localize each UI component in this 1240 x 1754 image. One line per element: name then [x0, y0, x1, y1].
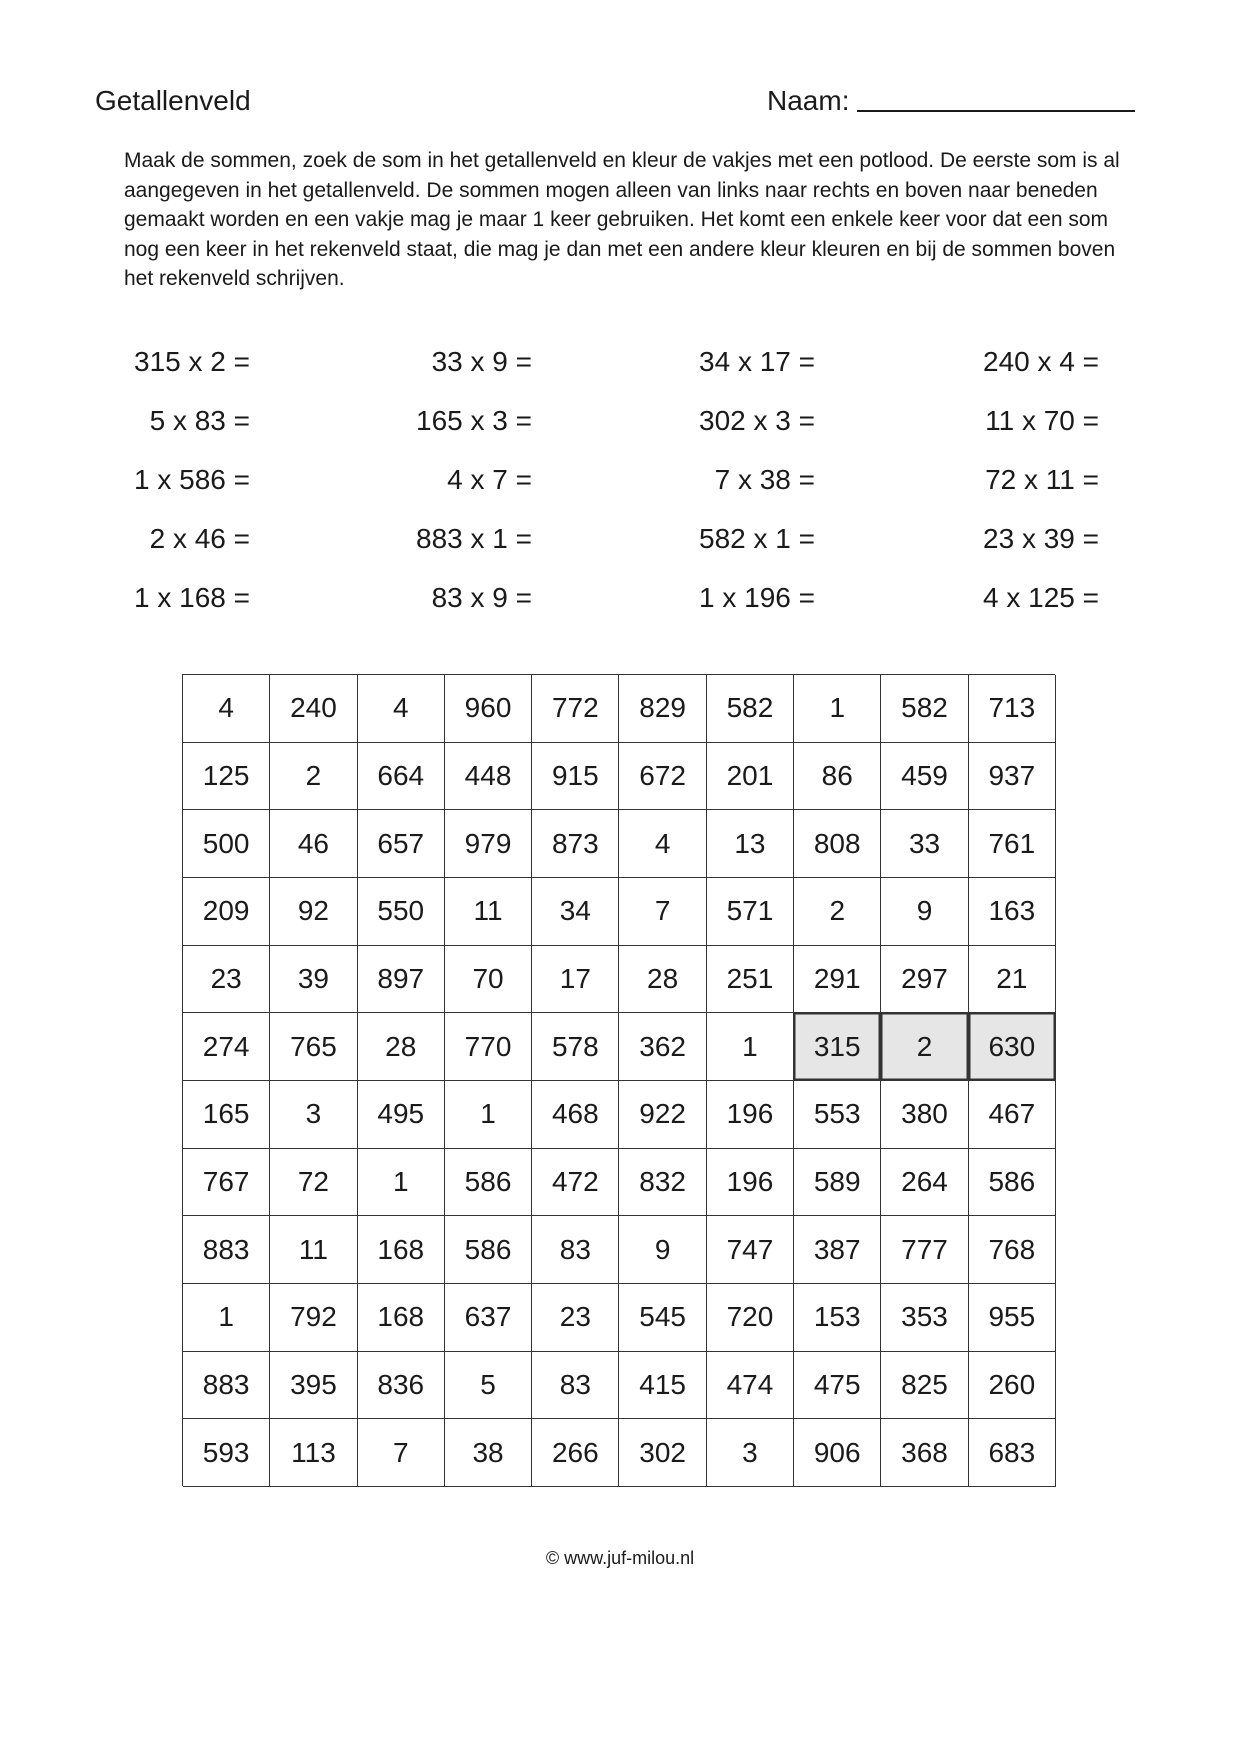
grid-cell[interactable]: 593 — [183, 1419, 270, 1487]
grid-cell[interactable]: 153 — [794, 1284, 881, 1352]
sum-item: 7 x 38 = — [714, 464, 815, 495]
grid-cell[interactable]: 657 — [358, 810, 445, 878]
grid-cell[interactable]: 165 — [183, 1081, 270, 1149]
grid-cell[interactable]: 664 — [358, 743, 445, 811]
instructions-text: Maak de sommen, zoek de som in het getallenveld en kleur de vakjes met een potlood. De eerste som is al aangegeven in het getallenveld. De sommen mogen alleen van links naar rechts en boven naar beneden gemaakt worden en een vakje mag je maar 1 keer gebruiken. Het komt een enkele keer voor dat een som nog een keer in het rekenveld staat, die mag je dan met een andere kleur kleuren en bij de sommen boven het rekenveld schrijven. — [124, 149, 1120, 290]
grid-cell[interactable]: 836 — [358, 1352, 445, 1420]
grid-cell[interactable]: 201 — [707, 743, 794, 811]
grid-cell[interactable]: 4 — [183, 675, 270, 743]
number-grid — [182, 674, 1055, 1486]
grid-cell[interactable]: 11 — [270, 1216, 357, 1284]
grid-cell[interactable]: 28 — [358, 1013, 445, 1081]
grid-cell[interactable]: 3 — [270, 1081, 357, 1149]
grid-cell[interactable]: 274 — [183, 1013, 270, 1081]
grid-cell[interactable]: 770 — [445, 1013, 532, 1081]
grid-cell[interactable]: 582 — [707, 675, 794, 743]
grid-cell[interactable]: 586 — [445, 1216, 532, 1284]
grid-cell[interactable]: 260 — [969, 1352, 1056, 1420]
grid-cell[interactable]: 915 — [532, 743, 619, 811]
grid-cell[interactable]: 825 — [881, 1352, 968, 1420]
grid-cell[interactable]: 9 — [619, 1216, 706, 1284]
name-write-line[interactable] — [857, 110, 1135, 112]
grid-cell[interactable]: 829 — [619, 675, 706, 743]
grid-cell[interactable]: 495 — [358, 1081, 445, 1149]
sum-item: 83 x 9 = — [431, 582, 532, 613]
grid-cell[interactable]: 21 — [969, 946, 1056, 1014]
grid-cell[interactable]: 86 — [794, 743, 881, 811]
grid-cell[interactable]: 362 — [619, 1013, 706, 1081]
grid-cell[interactable]: 960 — [445, 675, 532, 743]
grid-cell[interactable]: 713 — [969, 675, 1056, 743]
grid-cell[interactable]: 468 — [532, 1081, 619, 1149]
grid-cell[interactable]: 1 — [445, 1081, 532, 1149]
grid-cell[interactable]: 72 — [270, 1149, 357, 1217]
grid-cell[interactable]: 23 — [183, 946, 270, 1014]
grid-cell[interactable]: 163 — [969, 878, 1056, 946]
grid-cell[interactable]: 11 — [445, 878, 532, 946]
sum-item: 23 x 39 = — [983, 523, 1099, 554]
grid-cell[interactable]: 474 — [707, 1352, 794, 1420]
grid-cell[interactable]: 873 — [532, 810, 619, 878]
sum-item: 4 x 7 = — [447, 464, 532, 495]
grid-cell[interactable]: 266 — [532, 1419, 619, 1487]
grid-cell[interactable]: 472 — [532, 1149, 619, 1217]
grid-cell[interactable]: 1 — [794, 675, 881, 743]
grid-cell[interactable]: 353 — [881, 1284, 968, 1352]
grid-cell[interactable]: 380 — [881, 1081, 968, 1149]
sum-item: 1 x 586 = — [134, 464, 250, 495]
sum-item: 5 x 83 = — [149, 405, 250, 436]
copyright-footer: © www.juf-milou.nl — [545, 1548, 695, 1568]
grid-cell[interactable]: 7 — [619, 878, 706, 946]
grid-cell[interactable]: 2 — [794, 878, 881, 946]
grid-cell[interactable]: 83 — [532, 1352, 619, 1420]
grid-cell[interactable]: 637 — [445, 1284, 532, 1352]
grid-cell[interactable]: 297 — [881, 946, 968, 1014]
grid-cell[interactable]: 4 — [358, 675, 445, 743]
grid-cell[interactable]: 955 — [969, 1284, 1056, 1352]
grid-cell[interactable]: 550 — [358, 878, 445, 946]
grid-cell[interactable]: 5 — [445, 1352, 532, 1420]
sum-item: 1 x 168 = — [134, 582, 250, 613]
grid-cell[interactable]: 777 — [881, 1216, 968, 1284]
grid-cell[interactable]: 582 — [881, 675, 968, 743]
grid-cell[interactable]: 264 — [881, 1149, 968, 1217]
grid-cell[interactable]: 3 — [707, 1419, 794, 1487]
grid-cell[interactable]: 1 — [707, 1013, 794, 1081]
grid-cell[interactable]: 28 — [619, 946, 706, 1014]
grid-cell[interactable]: 46 — [270, 810, 357, 878]
grid-cell[interactable]: 937 — [969, 743, 1056, 811]
grid-cell[interactable]: 302 — [619, 1419, 706, 1487]
grid-cell[interactable]: 571 — [707, 878, 794, 946]
grid-cell[interactable]: 1 — [358, 1149, 445, 1217]
grid-cell[interactable]: 500 — [183, 810, 270, 878]
grid-cell[interactable]: 922 — [619, 1081, 706, 1149]
grid-cell[interactable]: 883 — [183, 1352, 270, 1420]
grid-cell[interactable]: 906 — [794, 1419, 881, 1487]
sum-item: 582 x 1 = — [699, 523, 815, 554]
sum-item: 34 x 17 = — [699, 346, 815, 377]
grid-cell[interactable]: 70 — [445, 946, 532, 1014]
grid-cell[interactable]: 23 — [532, 1284, 619, 1352]
page-title: Getallenveld — [95, 85, 251, 116]
grid-cell[interactable]: 832 — [619, 1149, 706, 1217]
grid-cell[interactable]: 979 — [445, 810, 532, 878]
sum-item: 33 x 9 = — [431, 346, 532, 377]
grid-cell[interactable]: 459 — [881, 743, 968, 811]
sum-item: 4 x 125 = — [983, 582, 1099, 613]
grid-cell[interactable]: 168 — [358, 1284, 445, 1352]
sums-list — [0, 345, 1240, 635]
grid-cell[interactable]: 792 — [270, 1284, 357, 1352]
grid-cell[interactable]: 720 — [707, 1284, 794, 1352]
grid-cell[interactable]: 808 — [794, 810, 881, 878]
grid-cell[interactable]: 7 — [358, 1419, 445, 1487]
grid-cell[interactable]: 83 — [532, 1216, 619, 1284]
grid-cell[interactable]: 13 — [707, 810, 794, 878]
grid-cell[interactable]: 196 — [707, 1081, 794, 1149]
grid-cell[interactable]: 38 — [445, 1419, 532, 1487]
grid-cell[interactable]: 772 — [532, 675, 619, 743]
grid-cell[interactable]: 883 — [183, 1216, 270, 1284]
grid-cell[interactable]: 2 — [270, 743, 357, 811]
grid-cell[interactable]: 34 — [532, 878, 619, 946]
grid-cell[interactable]: 747 — [707, 1216, 794, 1284]
grid-cell[interactable]: 209 — [183, 878, 270, 946]
name-field — [767, 84, 1135, 118]
grid-cell[interactable]: 9 — [881, 878, 968, 946]
grid-cell[interactable]: 578 — [532, 1013, 619, 1081]
grid-cell[interactable]: 368 — [881, 1419, 968, 1487]
grid-cell[interactable]: 630 — [969, 1013, 1056, 1081]
grid-cell[interactable]: 168 — [358, 1216, 445, 1284]
grid-cell[interactable]: 113 — [270, 1419, 357, 1487]
grid-cell[interactable]: 92 — [270, 878, 357, 946]
grid-cell[interactable]: 395 — [270, 1352, 357, 1420]
sum-item: 72 x 11 = — [985, 464, 1099, 495]
grid-cell[interactable]: 196 — [707, 1149, 794, 1217]
grid-cell[interactable]: 415 — [619, 1352, 706, 1420]
grid-cell[interactable]: 545 — [619, 1284, 706, 1352]
sum-item: 883 x 1 = — [416, 523, 532, 554]
grid-cell[interactable]: 17 — [532, 946, 619, 1014]
grid-cell[interactable]: 251 — [707, 946, 794, 1014]
grid-cell[interactable]: 765 — [270, 1013, 357, 1081]
sum-item: 11 x 70 = — [985, 405, 1099, 436]
sum-item: 1 x 196 = — [699, 582, 815, 613]
grid-cell[interactable]: 683 — [969, 1419, 1056, 1487]
sum-item: 2 x 46 = — [149, 523, 250, 554]
grid-cell[interactable]: 1 — [183, 1284, 270, 1352]
grid-cell[interactable]: 33 — [881, 810, 968, 878]
grid-cell[interactable]: 4 — [619, 810, 706, 878]
grid-cell[interactable]: 589 — [794, 1149, 881, 1217]
grid-cell[interactable]: 387 — [794, 1216, 881, 1284]
grid-cell[interactable]: 2 — [881, 1013, 968, 1081]
sum-item: 302 x 3 = — [699, 405, 815, 436]
grid-cell[interactable]: 39 — [270, 946, 357, 1014]
grid-cell[interactable]: 475 — [794, 1352, 881, 1420]
grid-cell[interactable]: 553 — [794, 1081, 881, 1149]
grid-cell[interactable]: 240 — [270, 675, 357, 743]
grid-cell[interactable]: 761 — [969, 810, 1056, 878]
grid-cell[interactable]: 315 — [794, 1013, 881, 1081]
sum-item: 165 x 3 = — [416, 405, 532, 436]
grid-cell[interactable]: 672 — [619, 743, 706, 811]
grid-cell[interactable]: 897 — [358, 946, 445, 1014]
grid-cell[interactable]: 291 — [794, 946, 881, 1014]
grid-cell[interactable]: 467 — [969, 1081, 1056, 1149]
grid-cell[interactable]: 448 — [445, 743, 532, 811]
grid-cell[interactable]: 767 — [183, 1149, 270, 1217]
grid-cell[interactable]: 586 — [445, 1149, 532, 1217]
grid-cell[interactable]: 125 — [183, 743, 270, 811]
grid-cell[interactable]: 586 — [969, 1149, 1056, 1217]
name-label: Naam: — [767, 85, 850, 116]
grid-cell[interactable]: 768 — [969, 1216, 1056, 1284]
sum-item: 315 x 2 = — [134, 346, 250, 377]
sum-item: 240 x 4 = — [983, 346, 1099, 377]
